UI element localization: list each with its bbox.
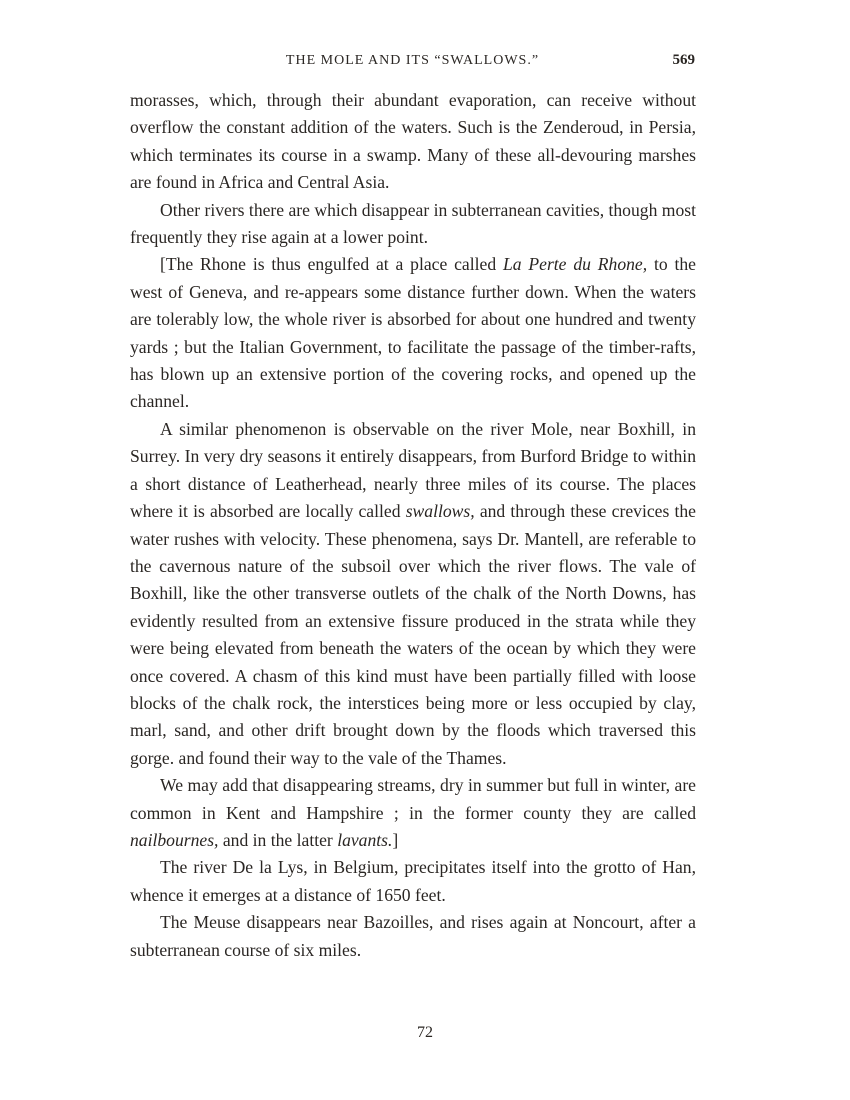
text-run: to the west of Geneva, and re-appears some distance further down. When the waters are tolerably low, the whole river is absorbed for about one hundred and twenty yards ; but the Italian Government, to facilitate the passage of the timber-rafts, has blown up an extensive portion of the covering rocks, and opened up the channel. (130, 254, 696, 412)
text-run: and in the latter (218, 829, 338, 850)
paragraph (130, 251, 696, 415)
text-run: [The Rhone is thus engulfed at a place called (160, 254, 503, 275)
paragraph (130, 854, 696, 909)
running-title: THE MOLE AND ITS “SWALLOWS.” (285, 53, 540, 68)
body-text (130, 87, 696, 964)
paragraph (130, 197, 696, 252)
text-run: We may add that disappearing streams, dry in summer but full in winter, are common in Kent and Hampshire ; in the former county they are called (130, 775, 696, 823)
italic-text: lavants. (337, 829, 393, 850)
page-number: 569 (672, 52, 695, 68)
running-head (130, 50, 695, 74)
paragraph (130, 772, 696, 854)
text-run: A similar phenomenon is observable on the river Mole, near Boxhill, in Surrey. In very dry seasons it entirely disappears, from Burford Bridge to within a short distance of Leatherhead, nearly three miles of its course. The places where it is absorbed are locally called (130, 418, 696, 522)
text-run: The Meuse disappears near Bazoilles, and rises again at Noncourt, after a subterranean course of six miles. (130, 912, 696, 960)
text-run: ] (392, 829, 399, 850)
text-run: The river De la Lys, in Belgium, precipitates itself into the grotto of Han, whence it emerges at a distance of 1650 feet. (130, 857, 696, 905)
italic-text: nailbournes, (130, 829, 219, 850)
text-run: morasses, which, through their abundant evaporation, can receive without overflow the constant addition of the waters. Such is the Zenderoud, in Persia, which terminates its course in a swamp. Many of these all-devouring marshes are found in Africa and Central Asia. (130, 90, 696, 193)
paragraph (130, 909, 696, 964)
italic-text: La Perte du Rhone, (502, 254, 648, 275)
text-run: Other rivers there are which disappear in subterranean cavities, though most frequently they rise again at a lower point. (130, 199, 696, 248)
paragraph (130, 416, 696, 772)
text-run: and through these crevices the water rushes with velocity. These phenomena, says Dr. Mantell, are referable to the cavernous nature of the subsoil over which the river flows. The vale of Boxhill, like the other transverse outlets of the chalk of the North Downs, has evidently resulted from an extensive fissure produced in the strata while they were being elevated from beneath the waters of the ocean by which they were once covered. A chasm of this kind must have been partially filled with loose blocks of the chalk rock, the interstices being more or less occupied by clay, marl, sand, and other drift brought down by the floods which traversed this gorge. and found their way to the vale of the Thames. (130, 501, 696, 768)
italic-text: swallows, (405, 501, 475, 522)
paragraph (130, 87, 696, 197)
folio: 72 (417, 1024, 433, 1041)
